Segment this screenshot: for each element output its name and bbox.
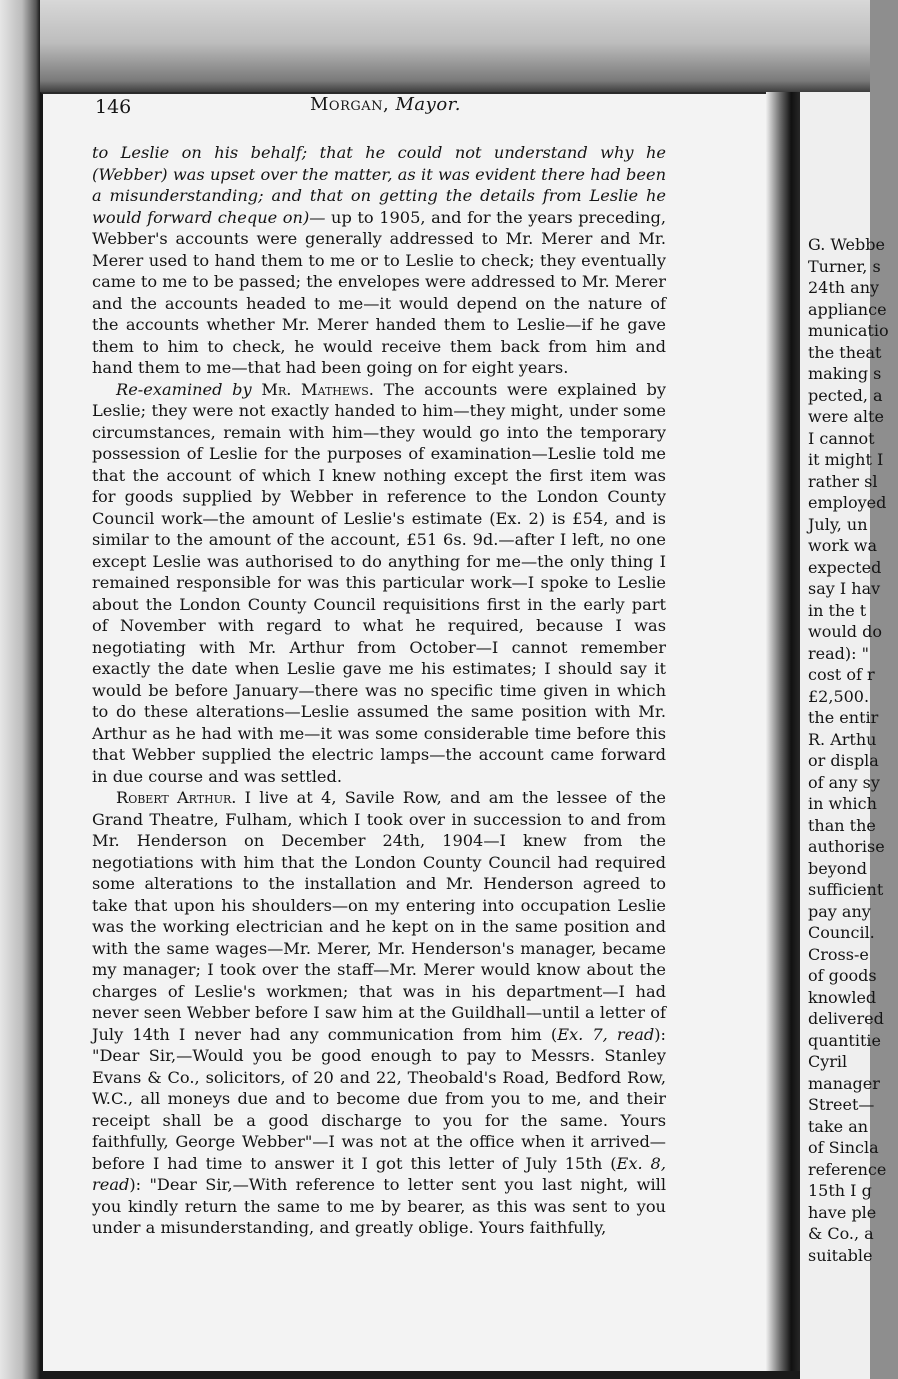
right-page-line: would do: [808, 622, 882, 641]
right-page-line: appliance: [808, 299, 887, 319]
right-page-line: in the t: [808, 600, 867, 620]
witness-text-2: ): "Dear Sir,—Would you be good enough to pay to Messrs. Stanley Evans & Co., solicitors, of 20 and 22, Theobald's Road, Bedford Row, W.C., all moneys due and to become due from you to me, and their receipt shall be a good discharge to you for the same. Yours faithfully, George Webber"—I was not at the office when it arrived—before I had time to answer it I got this letter of July 15th (: [92, 1024, 666, 1173]
witness-text-3: ): "Dear Sir,—With reference to letter sent you last night, will you kindly return the same to me by bearer, as this was sent to you under a misunderstanding, and greatly oblige. Yours faithfully,: [92, 1175, 666, 1237]
right-page-line: in which: [808, 794, 877, 813]
right-page-line: pay any: [808, 901, 871, 921]
running-head-title: Mayor.: [395, 94, 462, 115]
reexamination-paragraph: [92, 379, 666, 788]
intro-italic: to Leslie on his behalf; that he could not understand why he (Webber) was upset over the matter, as it was evident there had been a misunderstanding; and that on getting the details from Leslie he would forward cheque on)—: [92, 143, 666, 227]
witness-paragraph: [92, 787, 666, 1239]
right-page-line: Council.: [808, 923, 875, 942]
intro-rest: up to 1905, and for the years preceding, Webber's accounts were generally addressed to Mr. Merer and Mr. Merer used to hand them to me or to Leslie to check; they eventually came to me to be passed; the envelopes were addressed to Mr. Merer and the accounts headed to me—it would depend on the nature of the accounts whether Mr. Merer handed them to Leslie—if he gave them to him to check, he would receive them back from him and hand them to me—that had been going on for eight years.: [92, 207, 666, 377]
exhibit-7-ref: Ex. 7, read: [557, 1024, 655, 1044]
right-page-line: were alte: [808, 407, 884, 426]
right-page-line: & Co., a: [808, 1224, 874, 1243]
right-page-line: suitable: [808, 1245, 873, 1265]
right-page-lines: [808, 234, 898, 1266]
right-page-line: 24th any: [808, 278, 880, 297]
right-page-line: 15th I g: [808, 1181, 872, 1200]
right-page-line: Cross-e: [808, 944, 869, 964]
page-number: 146: [95, 96, 132, 118]
right-page-line: R. Arthu: [808, 729, 877, 749]
right-page-line: G. Webbe: [808, 235, 885, 254]
right-page-line: July, un: [808, 514, 868, 534]
right-page-line: authorise: [808, 837, 885, 856]
reexam-label: Re-examined by: [116, 379, 252, 399]
exhibit-8-ref: Ex. 8, read: [92, 1153, 666, 1194]
scan-bottom-edge: [40, 1371, 800, 1379]
right-page-line: read): ": [808, 643, 869, 663]
body-text: [92, 142, 666, 1239]
right-page-line: £2,500.: [808, 686, 870, 706]
right-page-line: I cannot: [808, 428, 875, 448]
right-page-line: of Sincla: [808, 1138, 879, 1157]
reexam-text: The accounts were explained by Leslie; they were not exactly handed to him—they might, under some circumstances, remain with him—they would go into the temporary possession of Leslie for the purposes of examination—Leslie told me that the account of which I knew nothing except the first item was for goods supplied by Webber in reference to the London County Council work—the amount of Leslie's estimate (Ex. 2) is £54, and is similar to the amount of the account, £51 6s. 9d.—after I left, no one except Leslie was authorised to do anything for me—the only thing I remained responsible for was this particular work—I spoke to Leslie about the London County Council requisitions first in the early part of November with regard to what he required, because I was negotiating with Mr. Arthur from October—I cannot remember exactly the date when Leslie gave me his estimates; I should say it would be before January—there was no specific time given in which to do these alterations—Leslie assumed the same position with Mr. Arthur as he had with me—it was some considerable time before this that Webber supplied the electric lamps—the account came forward in due course and was settled.: [92, 379, 667, 786]
page-header: [95, 92, 655, 122]
right-page-line: of any sy: [808, 772, 880, 792]
right-page-line: than the: [808, 815, 876, 835]
right-page-line: municatio: [808, 321, 889, 340]
witness-name: Robert Arthur.: [116, 788, 237, 807]
right-page-line: pected, a: [808, 385, 883, 405]
right-page-line: employed: [808, 493, 887, 512]
reexam-by: Mr. Mathews.: [261, 379, 374, 399]
right-page-line: sufficient: [808, 880, 884, 899]
right-page-line: work wa: [808, 536, 877, 555]
right-page-line: reference: [808, 1159, 887, 1179]
right-page-line: take an: [808, 1116, 869, 1136]
right-page-line: it might I: [808, 450, 884, 469]
right-page-line: have ple: [808, 1202, 877, 1222]
right-page-line: expected: [808, 557, 882, 577]
scan-top-edge: [0, 0, 870, 95]
right-page-line: Cyril: [808, 1052, 848, 1071]
right-page-line: quantitie: [808, 1030, 881, 1050]
right-page-line: Turner, s: [808, 256, 881, 276]
right-page-line: manager: [808, 1073, 880, 1093]
right-page-fragment: [800, 92, 889, 1379]
right-page-line: say I hav: [808, 579, 881, 598]
running-head: [310, 94, 461, 115]
running-head-name: Morgan,: [310, 94, 390, 115]
right-page-line: or displa: [808, 751, 879, 770]
intro-paragraph: [92, 142, 666, 379]
witness-text-1: I live at 4, Savile Row, and am the lessee of the Grand Theatre, Fulham, which I took over in succession to and from Mr. Henderson on December 24th, 1904—I knew from the negotiations with him that the London County Council had required some alterations to the installation and Mr. Henderson agreed to take that upon his shoulders—on my entering into occupation Leslie was the working electrician and he kept on in the same position and with the same wages—Mr. Merer, Mr. Henderson's manager, became my manager; I took over the staff—Mr. Merer would know about the charges of Leslie's workmen; that was in his department—I had never seen Webber before I saw him at the Guildhall—until a letter of July 14th I never had any communication from him (: [92, 788, 666, 1044]
right-page-line: making s: [808, 364, 882, 383]
right-page-line: cost of r: [808, 665, 875, 684]
right-page-line: Street—: [808, 1095, 875, 1114]
book-spine: [766, 92, 802, 1379]
right-page-line: the entir: [808, 708, 879, 727]
right-page-line: delivered: [808, 1009, 884, 1028]
right-page-line: of goods: [808, 966, 877, 985]
right-page-line: beyond: [808, 858, 867, 878]
right-page-line: knowled: [808, 987, 877, 1007]
scan-left-edge: [0, 0, 40, 1379]
right-page-line: the theat: [808, 342, 882, 362]
right-page-line: rather sl: [808, 471, 878, 491]
